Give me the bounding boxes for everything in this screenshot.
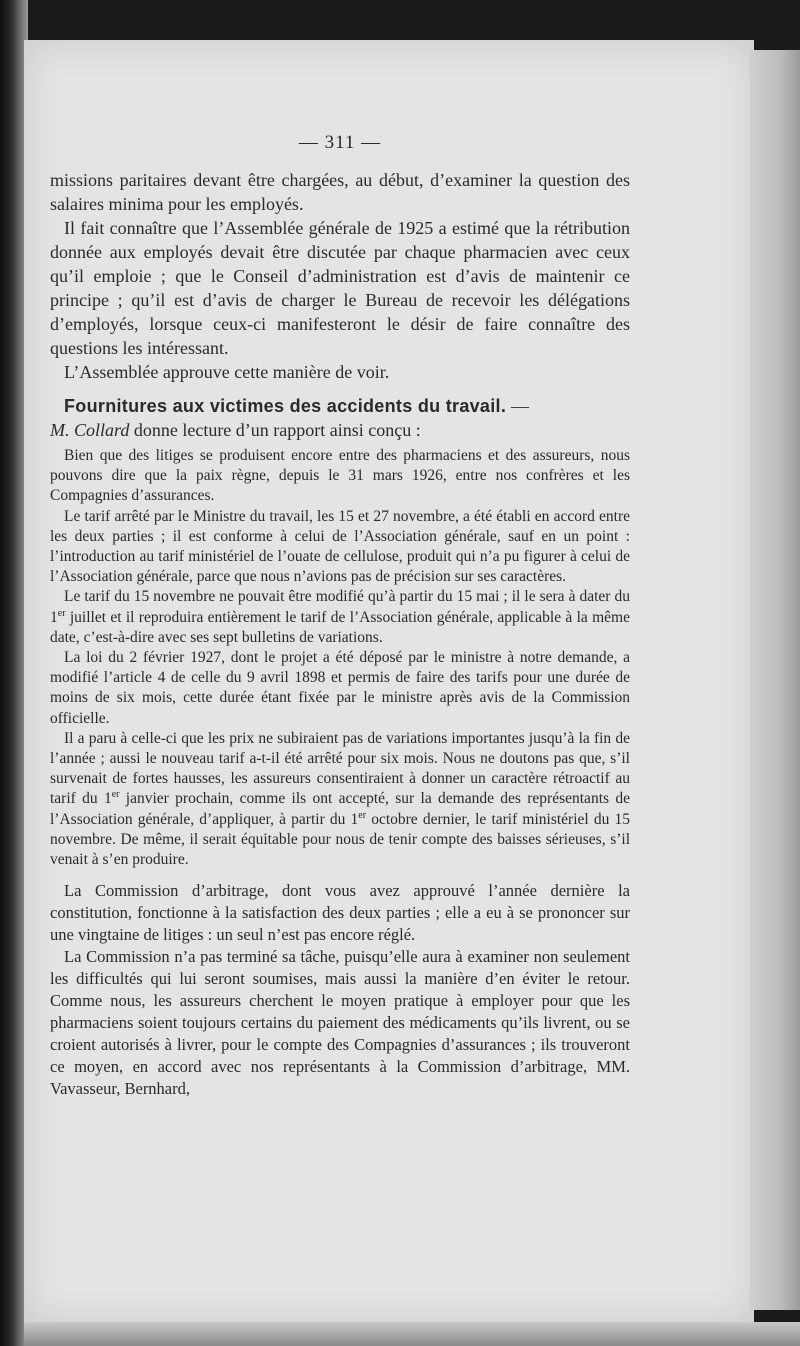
paragraph-2: Il fait connaître que l’Assemblée générale de 1925 a estimé que la rétribution donnée aux employés devait être discutée par chaque pharmacien avec ceux qu’il emploie ; que le Conseil d’administration est d’avis de maintenir ce principe ; qu’il est d’avis de charger le Bureau de recevoir les délégations d’employés, lorsque ceux-ci manifesteront le désir de faire connaître des questions les intéressant. [50,218,630,358]
report-p5-sup-2: er [358,809,367,821]
section-heading [50,394,630,418]
report-paragraph-7: La Commission n’a pas terminé sa tâche, puisqu’elle aura à examiner non seulement les difficultés qui lui seront soumises, mais aussi la manière d’en éviter le retour. Comme nous, les assureurs cherchent le moyen pratique à employer pour que les pharmaciens soient toujours certains du paiement des médicaments qu’ils livrent, ou se croient autorisés à livrer, pour le compte des Compagnies d’assurances ; ils trouveront ce moyen, en accord avec nos représentants à la Commission d’arbitrage, MM. Vavasseur, Bernhard, [50,947,630,1099]
report-paragraph-1: Bien que des litiges se produisent encore entre des pharmaciens et des assureurs, nous pouvons dire que la paix règne, depuis le 31 mars 1926, entre nos confrères et les Compagnies d’assurances. [50,447,630,505]
paragraph-3: L’Assemblée approuve cette manière de voir. [64,362,390,382]
intro-text: donne lecture d’un rapport ainsi conçu : [129,420,421,440]
report-paragraph-4: La loi du 2 février 1927, dont le projet a été déposé par le ministre à notre demande, a modifié l’article 4 de celle du 9 avril 1898 et permis de faire des tarifs pour une durée de moins de six mois, cette durée étant fixée par le ministre après avis de la Commission officielle. [50,649,630,727]
page-stack-edge [750,50,800,1310]
heading-dash: — [506,396,530,416]
section-gap [50,870,630,880]
report-p5-sup-1: er [111,789,120,801]
report-p5-text-a: Il a paru à celle-ci que les prix ne subiraient pas de variations importantes jusqu’à la fin de l’année ; aussi le nouveau tarif a-t-il été arrêté pour six mois. Nous ne doutons pas que, s’il survenait de fortes hausses, les assureurs consentiraient à donner un caractère rétroactif au tarif du 1 [50,729,630,808]
report-paragraph-6: La Commission d’arbitrage, dont vous avez approuvé l’année dernière la constitution, fonctionne à la satisfaction des deux parties ; elle a eu à se prononcer sur une vingtaine de litiges : un seul n’est pas encore réglé. [50,881,630,945]
report-p3-text-b: juillet et il reproduira entièrement le tarif de l’Association générale, applicable à la même date, c’est-à-dire avec ses sept bulletins de variations. [50,608,630,646]
report-paragraph-5 [50,729,630,870]
report-p5-text-b: janvier prochain, comme ils ont accepté, sur la demande des représentants de l’Association générale, d’appliquer, à partir du 1 [50,790,630,828]
paragraph-1: missions paritaires devant être chargées, au début, d’examiner la question des salaires minima pour les employés. [50,170,630,214]
report-p3-sup: er [57,607,66,619]
report-p3-text-a: Le tarif du 15 novembre ne pouvait être modifié qu’à partir du 15 mai ; il le sera à dater du 1 [50,588,630,626]
report-paragraph-2: Le tarif arrêté par le Ministre du travail, les 15 et 27 novembre, a été établi en accord entre les deux parties ; il est conforme à celui de l’Association générale, sauf en un point : l’introduction au tarif ministériel de l’ouate de cellulose, produit qui n’a pu figurer à celui de l’Association générale, parce que nous n’avions pas de précision sur ses caractères. [50,507,630,586]
report-paragraph-3 [50,587,630,648]
author-name: M. Collard [50,420,130,440]
report-p5-text-c: octobre dernier, le tarif ministériel du 15 novembre. De même, il serait équitable pour nous de tenir compte des baisses sérieuses, s’il venait à s’en produire. [50,810,630,869]
report-intro [50,418,630,442]
page-body [50,168,630,1100]
page-number: — 311 — [298,132,382,153]
page-bottom-edge [24,1322,800,1346]
heading-title: Fournitures aux victimes des accidents du travail. [64,396,507,416]
